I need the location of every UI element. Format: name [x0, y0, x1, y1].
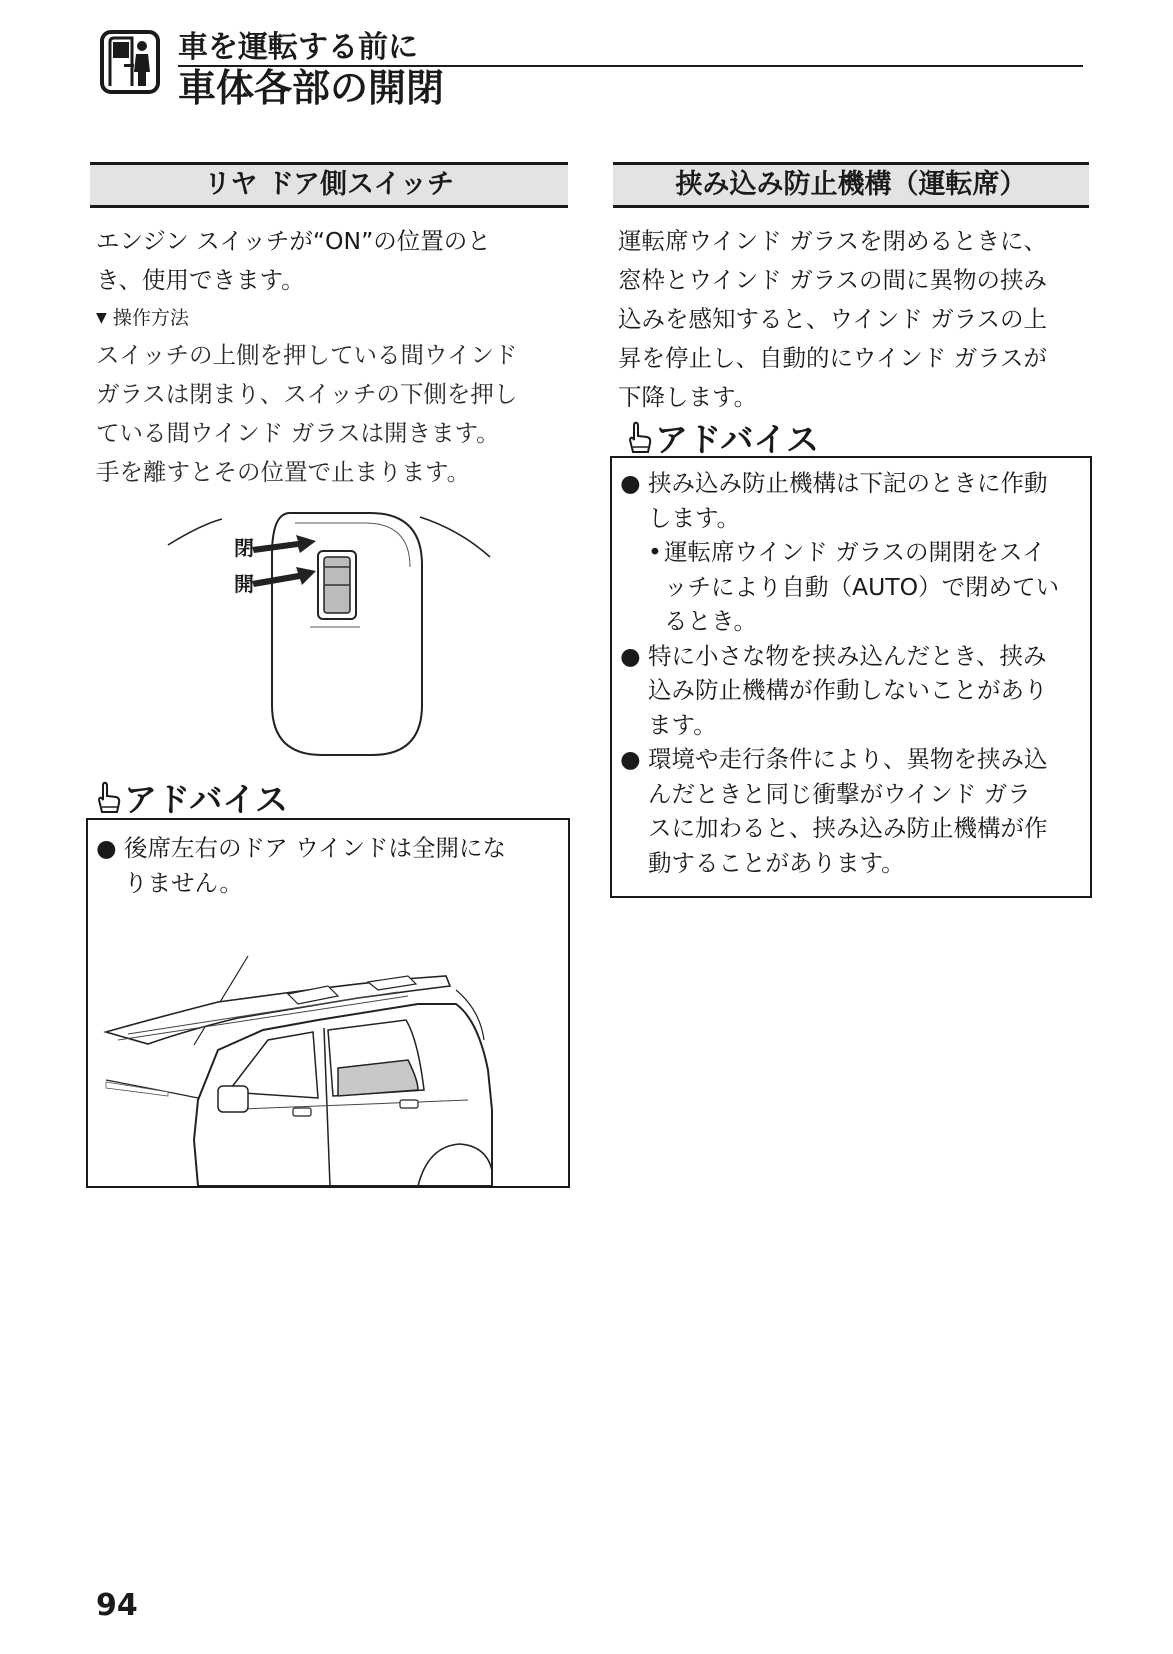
text-line: 手を離すとその位置で止まります。 [96, 458, 471, 486]
text-line: き、使用できます。 [96, 266, 305, 294]
text-line: 昇を停止し、自動的にウインド ガラスが [618, 344, 1048, 372]
text-line: 動することがあります。 [648, 848, 905, 877]
text-line: 後席左右のドア ウインドは全開にな [124, 834, 507, 862]
bullet-dot: ● [620, 469, 641, 497]
text-line: 運転席ウインド ガラスを閉めるときに、 [618, 227, 1048, 255]
advice-item [94, 831, 568, 900]
text-line: るとき。 [664, 607, 758, 635]
pointing-hand-icon [96, 781, 122, 815]
sub-bullet-dot: • [648, 538, 662, 566]
text-line: 運転席ウインド ガラスの開閉をスイ [664, 538, 1046, 566]
page-number: 94 [96, 1588, 138, 1623]
text-line: スイッチの上側を押している間ウインド [96, 341, 518, 369]
advice-heading-right [627, 414, 820, 459]
advice-item [618, 742, 1090, 880]
operation-description [96, 336, 517, 492]
pointing-hand-icon [627, 421, 653, 455]
advice-box-right [610, 456, 1092, 898]
text-line: ます。 [648, 710, 717, 739]
section-heading-rear-door-switch: リヤ ドア側スイッチ [90, 162, 568, 208]
text-line: します。 [648, 503, 741, 532]
text-line: りません。 [124, 868, 243, 897]
text-line: ガラスは閉まり、スイッチの下側を押し [96, 380, 518, 408]
advice-heading-text: アドバイス [124, 780, 289, 819]
text-line: 特に小さな物を挟み込んだとき、挟み [648, 641, 1047, 670]
rear-window-car-illustration [88, 920, 568, 1186]
operation-method-label [96, 306, 189, 330]
advice-heading-left [96, 774, 289, 819]
page-title: 車体各部の開閉 [178, 66, 445, 110]
text-line: 環境や走行条件により、異物を挟み込 [648, 745, 1048, 773]
text-line: 込み防止機構が作動しないことがあり [648, 676, 1048, 704]
text-line: 窓枠とウインド ガラスの間に異物の挟み [618, 266, 1048, 294]
text-line: 下降します。 [618, 383, 758, 411]
advice-item [618, 466, 1090, 535]
advice-box-left [86, 818, 570, 1188]
close-label: 閉 [234, 536, 254, 560]
text-line: スに加わると、挟み込み防止機構が作 [648, 814, 1048, 842]
section-heading-anti-pinch: 挟み込み防止機構（運転席） [613, 162, 1089, 208]
left-intro-text [96, 222, 491, 300]
operation-method-text: 操作方法 [112, 307, 189, 329]
car-door-person-icon [100, 30, 160, 94]
chapter-subtitle: 車を運転する前に [178, 30, 418, 65]
open-label: 開 [234, 572, 254, 596]
advice-item [618, 639, 1090, 743]
rear-door-switch-illustration [160, 505, 520, 765]
text-line: 挟み込み防止機構は下記のときに作動 [648, 469, 1048, 497]
bullet-dot: ● [620, 745, 641, 773]
text-line: エンジン スイッチが“ON”の位置のと [96, 227, 491, 255]
text-line: ッチにより自動（AUTO）で閉めてい [664, 572, 1060, 601]
text-line: んだときと同じ衝撃がウインド ガラ [648, 779, 1031, 808]
bullet-dot: ● [620, 641, 641, 670]
right-intro-text [618, 222, 1047, 417]
triangle-down-icon: ▼ [96, 310, 107, 326]
text-line: 込みを感知すると、ウインド ガラスの上 [618, 305, 1048, 333]
advice-heading-text: アドバイス [655, 420, 820, 459]
bullet-dot: ● [96, 834, 117, 862]
text-line: ている間ウインド ガラスは開きます。 [96, 419, 500, 447]
advice-subitem [618, 535, 1090, 639]
